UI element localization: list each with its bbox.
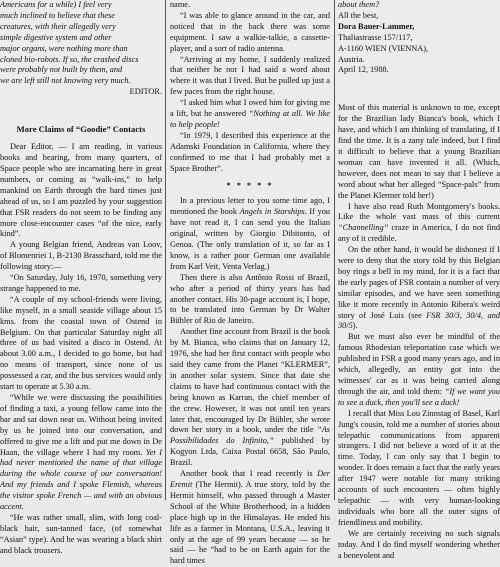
editor-reply-paragraph: Most of this material is unknown to me, except for the Brazilian lady Bianca's book, which I have, and which I am thinking of translating, if I find the time. It is a zany tale indeed, but I find it difficult to believe that a young Brazilian woman can have invented it all. (Which, however, does not mean to say that I believe a word about what her alleged “Space-pals” from the Planet Klermer told her!) bbox=[338, 103, 500, 200]
signature-address: A-1160 WIEN (VIENNA), bbox=[338, 43, 429, 53]
book-title: Angels in Starships bbox=[239, 207, 305, 217]
section-heading: More Claims of “Goodie” Contacts bbox=[16, 124, 146, 135]
editor-reply-paragraph: I recall that Miss Lou Zinnstag of Basel, Karl Jung's cousin, told me a number of stories about telepathic communications from apparent strangers. I did not believe a word of it at the time. Today, I can only say that I begin to wonder. It does remain a fact that the early years after 1947 were notable for many striking accounts of such encounters — often highly telepathic — with very human-looking individuals who bore all the outer signs of friendliness and mobility. bbox=[338, 408, 500, 527]
letter-paragraph: name. bbox=[170, 0, 191, 9]
editor-note-line: were probably not built by them, and bbox=[0, 65, 123, 75]
editor-reply-paragraph bbox=[338, 245, 500, 332]
paragraph-text: . If you have not read it, I can send you the Italian original, written by Giorgio Dibitonto, of Genoa. (The only translation of it, so far as I know, is a rather poor German one available from Karl Veit, Venta Verlag.) bbox=[170, 207, 330, 271]
editor-note-line: much inclined to believe that these bbox=[0, 10, 115, 20]
letter-paragraph: Then there is also Antônio Rossi of Brazil, who after a period of thirty years has had another contact. His 30-page account is, I hope, to be translated into German by Dr Walter Bühler of Rio de Janeiro. bbox=[170, 272, 330, 326]
editor-note-line: simple digestive system and other bbox=[0, 32, 112, 42]
letter-paragraph: “Arriving at my home, I suddenly realized that neither he nor I had said a word about where it was that I lived. But he pulled up just a few paces from the right house. bbox=[170, 54, 330, 97]
editor-signature: EDITOR. bbox=[129, 87, 162, 97]
quote-text: “If we want you to see a duck, then you'll see a duck! bbox=[338, 386, 500, 407]
editor-note-line: creatures, with their allegedly very bbox=[0, 21, 116, 31]
letter-paragraph bbox=[170, 196, 330, 272]
letter-paragraph bbox=[170, 469, 330, 567]
paragraph-text: (The Hermit). A true story, told by the Hermit himself, who passed through a Master School of the White Brotherhood, in a hidden place high up in the Himalayas. He ended his life as a farmer in Montana, U.S.A., leaving it only at the age of 99 years because — so he said — he “had to be on Earth again for the hard times bbox=[170, 479, 330, 566]
editor-note-line: Americans for a while) I feel very bbox=[0, 0, 112, 9]
letter-paragraph bbox=[170, 327, 330, 469]
reference-text: FSR 30/3, 30/4, and 30/5 bbox=[338, 310, 500, 331]
letter-closing: All the best, bbox=[338, 10, 379, 20]
letter-paragraph: “He was rather small, slim, with long coal-black hair, sun-tanned face, (of somewhat “Asian” type). And he was wearing a black shirt and black trousers. bbox=[0, 512, 162, 555]
editor-reply-paragraph bbox=[338, 202, 500, 246]
paragraph-text: “I asked him what I owed him for giving me a lift, but he answered bbox=[170, 98, 330, 119]
book-title: “As Possibilidades do Infinito,” bbox=[170, 425, 330, 446]
paragraph-text: ). bbox=[352, 321, 358, 331]
paragraph-text: “While we were discussing the possibilities of finding a taxi, a young fellow came into the bar and sat down near us. Without being invited by us he joined into our conversation, and offered to give me a lift and put me down in De Haan, the village where I had my room. bbox=[0, 393, 162, 457]
letter-paragraph: Dear Editor, — I am reading, in various books and hearing, from many quarters, of Space people who are incarnating here in great numbers, or coming as “walk-ins,” to help mankind on Earth through the hard times just ahead of us, so I am puzzled by your suggestion that FSR readers do not seem to be finding any more close-encounter cases “of the nice, early kind”. bbox=[0, 142, 162, 239]
column-left bbox=[0, 0, 162, 555]
editor-reply-paragraph bbox=[338, 332, 500, 408]
emphasis-text: “Nothing at all. We like to help people! bbox=[170, 109, 330, 129]
emphasis-text: Yet I had never mentioned the name of that village during the whole course of our conversation! And my friends and I spoke Flemish, whereas the visitor spoke French — and with an obvious accent. bbox=[0, 447, 162, 512]
letter-paragraph: A young Belgian friend, Andreas van Loov, of Blomenriei 1, B-2130 Brasschard, told me the following story:— bbox=[0, 240, 162, 272]
letter-paragraph: “A couple of my school-friends were living, like myself, in a small seaside village about 15 kms. from the coastal town of Ostend in Belgium. On that particular Saturday night all three of us had visited a disco in Ostend. At about 3.00 a.m., I decided to go home, but had no means of transport, since none of us possessed a car, and the bus services would only start to operate at 5.30 a.m. bbox=[0, 294, 162, 392]
letter-paragraph: “In 1979, I described this experience at the Adamski Foundation in California, where they confirmed to me that I had probably met a Space Brother”. bbox=[170, 130, 330, 173]
paragraph-text: In a previous letter to you some time ago, I mentioned the book bbox=[170, 196, 330, 217]
letter-closing: about them? bbox=[338, 0, 380, 9]
paragraph-text: On the other hand, it would be dishonest if I were to deny that the story told by this Belgian boy rings a bell in my mind, for it is a fact that the early pages of FSR contain a number of very similar episodes, and we have seen something like it more recently in Antonio Ribera's weird story of José Luis (see bbox=[338, 245, 500, 320]
editor-note-line: we are left still not knowing very much. bbox=[0, 76, 131, 86]
paragraph-text: I have also read Ruth Montgomery's books. Like the whole vast mass of this current bbox=[338, 201, 500, 222]
signature-country: Austria. bbox=[338, 54, 365, 64]
letter-paragraph bbox=[0, 393, 162, 513]
emphasis-text: “Channelling” bbox=[338, 223, 389, 233]
column-divider bbox=[165, 0, 166, 500]
paragraph-text: published by Kogyon Ltda, Caixa Postal 6658, São Paulo, Brazil. bbox=[170, 436, 330, 468]
paragraph-text: But we must also ever be mindful of the famous Rhodesian teleportation case which we published in FSR a good many years ago, and in which, allegedly, an entity got into the witnesses' car as it was being carried along through the air, and told them: bbox=[338, 332, 500, 396]
column-middle bbox=[170, 0, 330, 566]
signature-name: Dora Bauer-Lammer, bbox=[338, 21, 415, 31]
book-title: Der Eremit bbox=[170, 469, 330, 489]
section-separator: * * * * * bbox=[226, 180, 274, 190]
letter-paragraph: “I was able to glance around in the car, and noticed that in the back there was some equipment. I saw a walkie-talkie, a cassette-player, and a sort of radio antenna. bbox=[170, 10, 330, 53]
signature-date: April 12, 1988. bbox=[338, 65, 389, 75]
editor-reply-paragraph: We are certainly receiving no such signals today. And I do find myself wondering whether a benevolent and bbox=[338, 528, 500, 560]
editor-note-line: cloned bio-robots. If so, the crashed discs bbox=[0, 54, 139, 64]
letter-paragraph: “On Saturday, July 16, 1970, something very strange happened to me. bbox=[0, 273, 162, 293]
editor-note-line: major organs, were nothing more than bbox=[0, 43, 128, 53]
paragraph-text: Another book that I read recently is bbox=[180, 469, 318, 479]
column-divider bbox=[334, 0, 335, 500]
letter-paragraph bbox=[170, 98, 330, 131]
paragraph-text: craze in America, I do not find any of it credible. bbox=[338, 223, 500, 244]
signature-address: Thaliastrasse 157/117, bbox=[338, 32, 413, 42]
column-right bbox=[338, 0, 500, 560]
paragraph-text: Another fine account from Brazil is the book by M. Bianca, who claims that on January 12, 1976, she had her first contact with people who said they came from the Planet “KLERMER”, in another solar system. Since that date she claims to have had continuous contact with the being known as Karran, the chief member of the crew. However, it was not until ten years later that, encouraged by Dr Bühler, she wrote down her story in a book, under the title bbox=[170, 327, 330, 435]
